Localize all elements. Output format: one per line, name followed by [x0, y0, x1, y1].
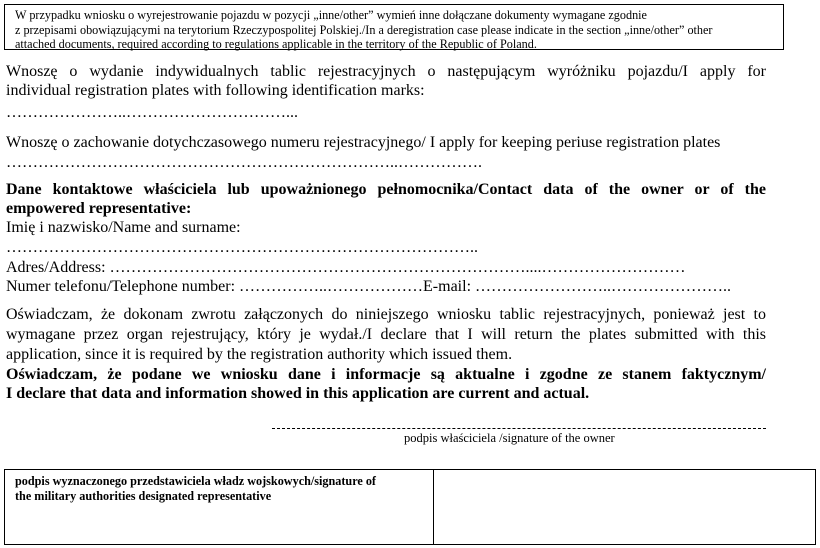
military-signature-label-2: the military authorities designated representative: [15, 488, 272, 503]
name-field[interactable]: ……………………………………………………………………………..: [6, 239, 478, 256]
military-signature-table: [4, 469, 816, 545]
note-line-1: W przypadku wniosku o wyrejestrowanie pojazdu w pozycji „inne/other” wymień inne dołączane dokumenty wymagane zgodnie: [15, 8, 647, 22]
plates-marks-field[interactable]: …………………..…………………………...: [6, 104, 298, 121]
keep-number-request: Wnoszę o zachowanie dotychczasowego numeru rejestracyjnego/ I apply for keeping periuse registration plates: [6, 134, 721, 151]
deregistration-note-box: [4, 4, 784, 50]
contact-heading-line-2: empowered representative:: [6, 200, 192, 217]
declaration-bold-line-2: I declare that data and information showed in this application are current and actual.: [6, 385, 590, 402]
plates-request-line-1: Wnoszę o wydanie indywidualnych tablic rejestracyjnych o następującym wyróżniku pojazdu/I apply for: [6, 63, 766, 80]
name-label: Imię i nazwisko/Name and surname:: [6, 219, 241, 236]
address-field[interactable]: Adres/Address: ……………………………………………………………………....………………………: [6, 259, 686, 276]
keep-number-field[interactable]: ………………………………………………………………..…………….: [6, 154, 482, 171]
declaration-line-1: Oświadczam, że dokonam zwrotu załączonych do niniejszego wniosku tablic rejestracyjnych, ponieważ jest to: [6, 306, 766, 323]
military-signature-field[interactable]: [434, 470, 815, 544]
declaration-line-3: application, since it is required by the registration authority which issued them.: [6, 346, 513, 363]
military-signature-label-1: podpis wyznaczonego przedstawiciela władz wojskowych/signature of: [15, 474, 376, 488]
plates-request-line-2: individual registration plates with following identification marks:: [6, 82, 425, 99]
declaration-line-2: wymagane przez organ rejestrujący, który je wydał./I declare that I will return the plates submitted with this: [6, 326, 766, 343]
owner-signature-line[interactable]: [272, 428, 766, 429]
note-line-2: z przepisami obowiązującymi na terytorium Rzeczypospolitej Polskiej./In a deregistration case please indicate in the section „inne/other” other: [15, 22, 713, 37]
declaration-bold-line-1: Oświadczam, że podane we wniosku dane i informacje są aktualne i zgodne ze stanem faktycznym/: [6, 366, 766, 383]
note-line-3: attached documents, required according to regulations applicable in the territory of the Republic of Poland.: [15, 37, 537, 51]
owner-signature-label: podpis właściciela /signature of the owner: [404, 431, 615, 445]
military-signature-label-cell: [5, 470, 434, 544]
contact-heading-line-1: Dane kontaktowe właściciela lub upoważnionego pełnomocnika/Contact data of the owner or of the: [6, 181, 766, 198]
phone-email-field[interactable]: Numer telefonu/Telephone number: ……………..………………E-mail: ……………………..…………………..: [6, 278, 732, 295]
